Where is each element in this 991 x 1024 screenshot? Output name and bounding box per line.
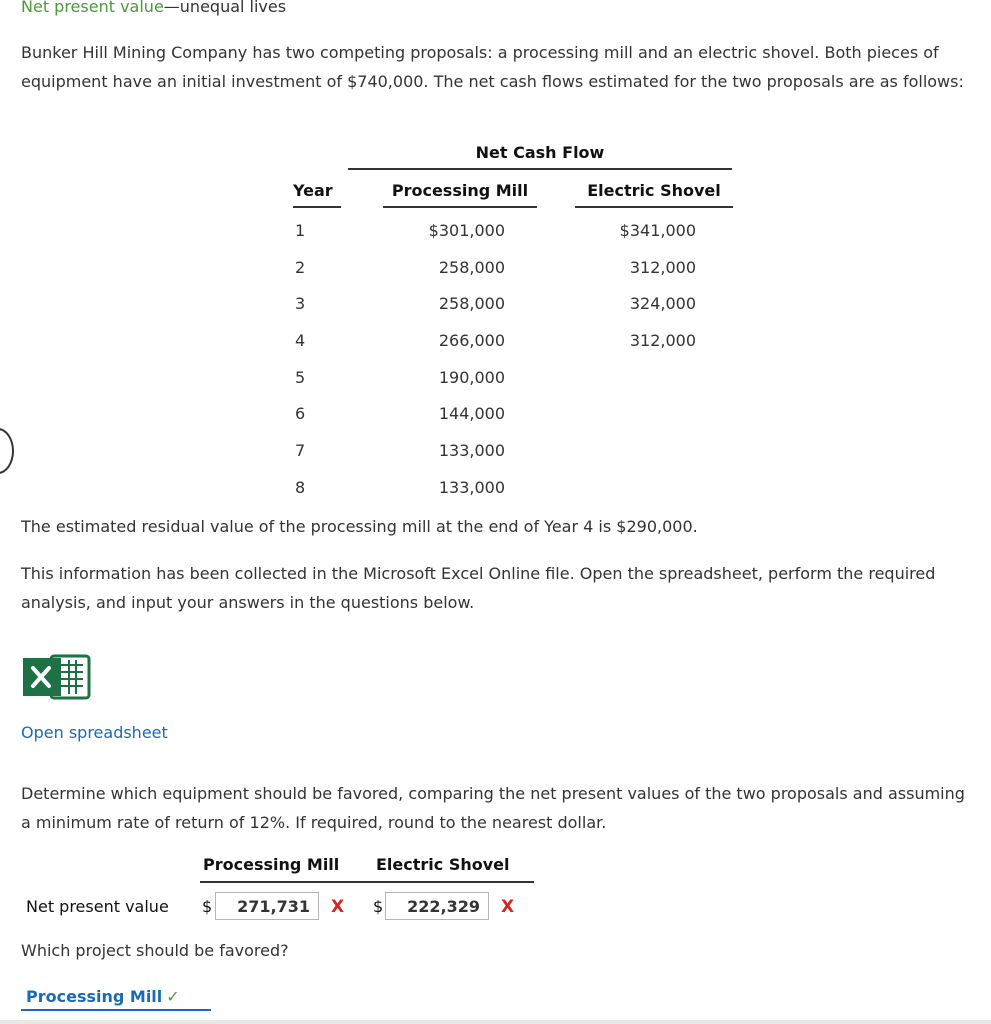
info-text: This information has been collected in the Microsoft Excel Online file. Open the spreadsheet, perform the required analysis, and input your answers in the questions below.: [21, 564, 936, 612]
favored-answer-select[interactable]: [21, 984, 211, 1011]
pm-cell: 266,000: [438, 331, 505, 351]
page-title: [21, 0, 286, 16]
col-header-year: Year: [293, 178, 341, 208]
favored-answer-value: Processing Mill: [26, 987, 163, 1006]
es-cell: 324,000: [629, 294, 696, 314]
year-cell: 7: [295, 441, 306, 461]
pm-cell: 258,000: [438, 294, 505, 314]
table-row: [293, 291, 733, 328]
page-title-part2: unequal lives: [179, 0, 287, 16]
col-header-processing-mill: Processing Mill: [383, 178, 537, 208]
pm-cell: 144,000: [438, 404, 505, 424]
table-row: [293, 255, 733, 292]
residual-text: The estimated residual value of the processing mill at the end of Year 4 is $290,000.: [21, 517, 698, 536]
year-cell: 4: [295, 331, 306, 351]
year-cell: 1: [295, 221, 306, 240]
es-cell: 312,000: [629, 331, 696, 351]
pm-cell: $301,000: [428, 221, 505, 240]
table-row: [293, 328, 733, 365]
open-spreadsheet-link[interactable]: Open spreadsheet: [21, 723, 168, 742]
es-cell: 312,000: [629, 257, 696, 277]
es-npv-input[interactable]: [385, 892, 489, 920]
table-row: [293, 401, 733, 438]
pm-npv-input[interactable]: [215, 892, 319, 920]
scroll-nav-circle[interactable]: [0, 428, 14, 474]
npv-row-label: Net present value: [26, 897, 169, 916]
table-row: [293, 365, 733, 402]
table-row: [293, 218, 733, 255]
check-icon: ✓: [166, 987, 180, 1006]
npv-col-header-processing-mill: Processing Mill: [203, 855, 340, 874]
page-title-part1: Net present value: [21, 0, 164, 16]
npv-header-divider: [200, 881, 534, 883]
year-cell: 3: [295, 294, 306, 314]
excel-icon[interactable]: [21, 652, 91, 702]
intro-text: Bunker Hill Mining Company has two competing proposals: a processing mill and an electric shovel. Both pieces of equipment have an initial investment of $740,000. The net cash flows estimated for the two proposals are as follows:: [21, 43, 964, 91]
pm-currency-symbol: $: [202, 897, 213, 916]
year-cell: 5: [295, 367, 306, 387]
npv-col-header-electric-shovel: Electric Shovel: [376, 855, 510, 874]
year-cell: 2: [295, 257, 306, 277]
question-text: Determine which equipment should be favored, comparing the net present values of the two proposals and assuming a minimum rate of return of 12%. If required, round to the nearest dollar.: [21, 784, 965, 832]
pm-cell: 190,000: [438, 367, 505, 387]
cash-flow-rows: [293, 218, 733, 512]
pm-cell: 258,000: [438, 257, 505, 277]
favored-question: Which project should be favored?: [21, 941, 289, 960]
es-cell: $341,000: [619, 221, 696, 240]
excel-icon-graphic: [21, 652, 91, 702]
cash-flow-group-header: Net Cash Flow: [348, 140, 732, 170]
year-cell: 8: [295, 477, 306, 497]
bottom-divider: [0, 1020, 991, 1024]
pm-cell: 133,000: [438, 477, 505, 497]
year-cell: 6: [295, 404, 306, 424]
es-incorrect-icon: X: [501, 897, 515, 917]
pm-incorrect-icon: X: [331, 897, 345, 917]
es-currency-symbol: $: [373, 897, 384, 916]
table-row: [293, 475, 733, 512]
pm-cell: 133,000: [438, 441, 505, 461]
table-row: [293, 438, 733, 475]
col-header-electric-shovel: Electric Shovel: [575, 178, 733, 208]
page-title-dash: —: [163, 0, 180, 16]
